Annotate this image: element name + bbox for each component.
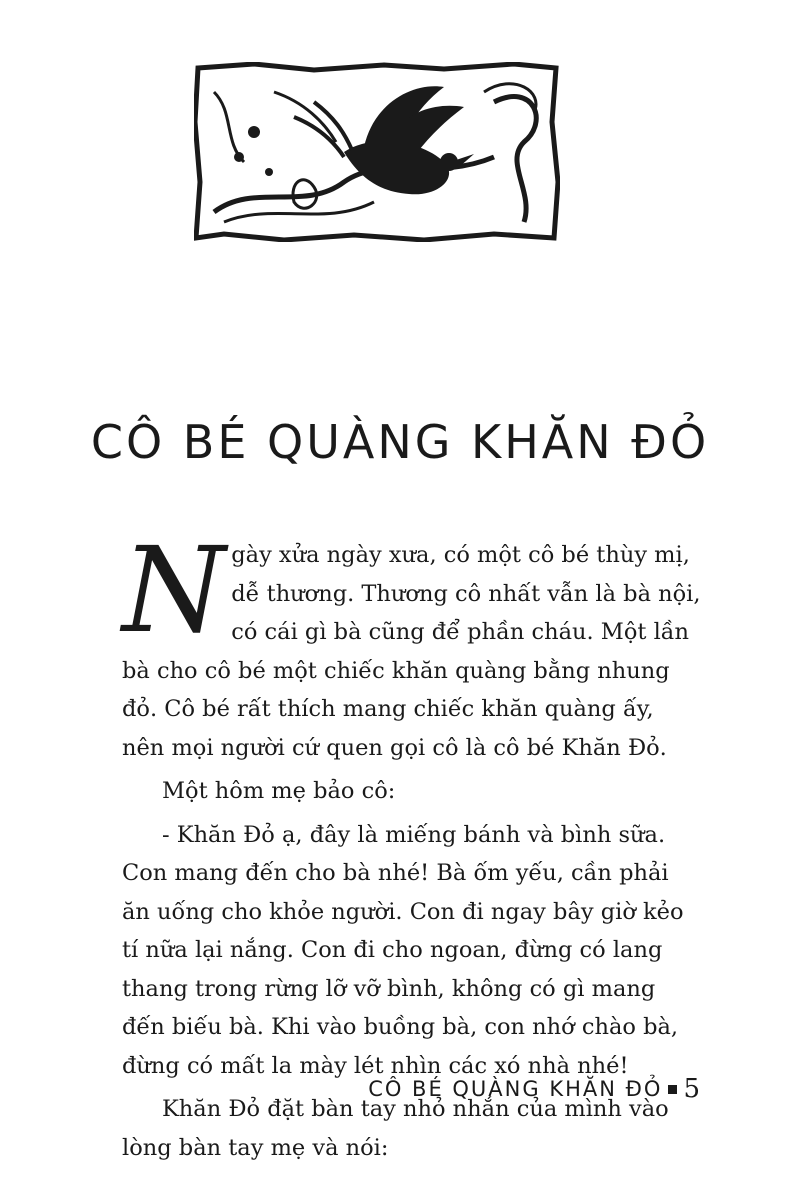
paragraph-3: - Khăn Đỏ ạ, đây là miếng bánh và bình sữa. Con mang đến cho bà nhé! Bà ốm yếu, cần phải ăn uống cho khỏe người. Con đi ngay bây giờ kẻo tí nữa lại nắng. Con đi cho ngoan, đừng có lang thang trong rừng lỡ vỡ bình, không có gì mang đến biếu bà. Khi vào buồng bà, con nhớ chào bà, đừng có mất la mày lét nhìn các xó nhà nhé! xyxy=(122,821,684,1079)
paragraph-1 xyxy=(122,521,702,767)
chapter-title: CÔ BÉ QUÀNG KHĂN ĐỎ xyxy=(90,415,710,469)
running-title: CÔ BÉ QUÀNG KHĂN ĐỎ xyxy=(368,1077,663,1101)
page-footer xyxy=(368,1074,700,1104)
drop-cap-letter: N xyxy=(122,521,226,659)
paragraph-1-text: gày xửa ngày xưa, có một cô bé thùy mị, dễ thương. Thương cô nhất vẫn là bà nội, có cái gì bà cũng để phần cháu. Một lần bà cho cô bé một chiếc khăn quàng bằng nhung đỏ. Cô bé rất thích mang chiếc khăn quàng ấy, nên mọi người cứ quen gọi cô là cô bé Khăn Đỏ. xyxy=(122,542,701,761)
paragraph-4: Khăn Đỏ đặt bàn tay nhỏ nhắn của mình vào lòng bàn tay mẹ và nói: xyxy=(122,1096,669,1161)
paragraph-2: Một hôm mẹ bảo cô: xyxy=(162,778,396,804)
story-text xyxy=(122,521,702,1167)
square-bullet-icon xyxy=(668,1085,677,1094)
bird-vignette-icon xyxy=(194,62,560,242)
page-number: 5 xyxy=(683,1074,700,1104)
